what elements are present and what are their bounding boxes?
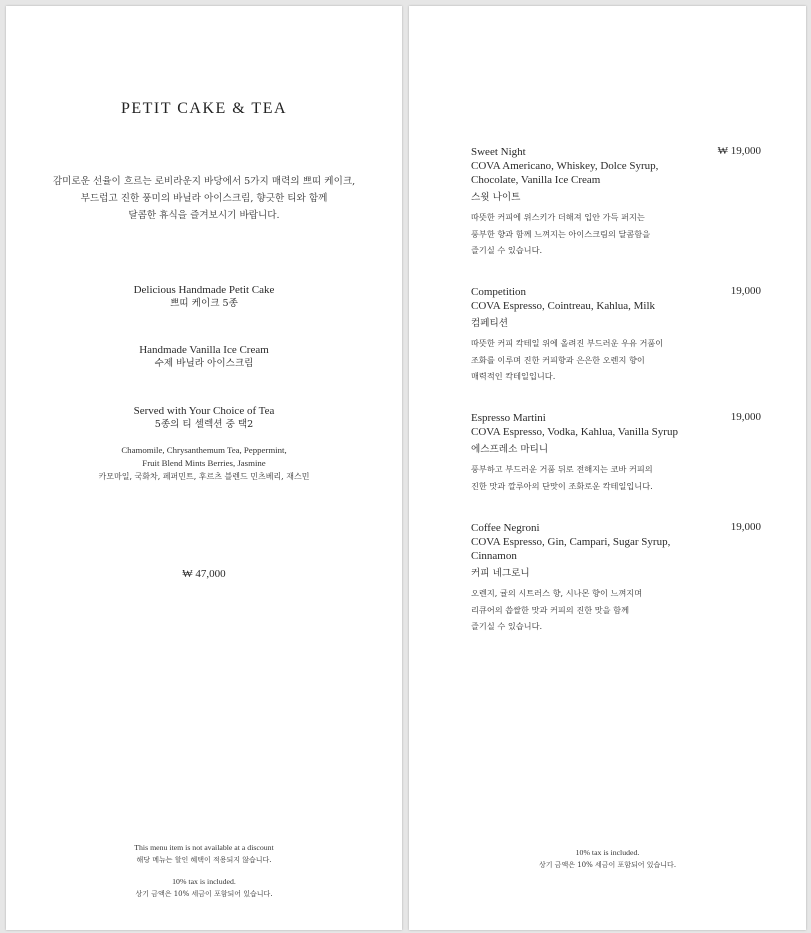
description-line: 즐기실 수 있습니다. xyxy=(471,621,543,631)
menu-item-tea xyxy=(6,404,402,432)
cocktail-description xyxy=(471,461,761,494)
description-line: 진한 맛과 깔루아의 단맛이 조화로운 칵테일입니다. xyxy=(471,480,653,491)
cocktail-name-ko: 커피 네그로니 xyxy=(471,568,530,579)
tax-note xyxy=(409,847,806,871)
note-en: 10% tax is included. xyxy=(172,877,236,886)
tea-list-line: Fruit Blend Mints Berries, Jasmine xyxy=(142,458,266,468)
cocktail-description xyxy=(471,335,761,385)
tax-note xyxy=(6,876,402,900)
cocktail-price: ₩ 19,000 xyxy=(717,145,761,157)
cocktail-item xyxy=(471,521,761,635)
discount-note xyxy=(6,842,402,866)
tea-selection-list xyxy=(6,444,402,483)
cocktail-ingredients: COVA Espresso, Cointreau, Kahlua, Milk xyxy=(471,300,656,312)
cocktail-ingredients: COVA Espresso, Gin, Campari, Sugar Syrup, Cinnamon xyxy=(471,536,671,562)
menu-item-en: Handmade Vanilla Ice Cream xyxy=(139,344,269,356)
cocktail-price: 19,000 xyxy=(730,521,761,533)
menu-item-ko: 쁘띠 케이크 5종 xyxy=(170,298,238,309)
description-line: 조화를 이루며 진한 커피향과 은은한 오렌지 향이 xyxy=(471,354,645,365)
menu-title: PETIT CAKE & TEA xyxy=(120,100,288,117)
cocktail-name: Espresso Martini xyxy=(471,412,546,424)
note-en: This menu item is not available at a discount xyxy=(134,843,274,852)
note-ko: 해당 메뉴는 할인 혜택이 적용되지 않습니다. xyxy=(136,856,272,864)
cocktail-name-ko: 스윗 나이트 xyxy=(471,192,521,203)
cocktail-name: Competition xyxy=(471,286,526,298)
cocktail-name: Coffee Negroni xyxy=(471,522,540,534)
cocktail-description xyxy=(471,585,761,635)
menu-item-ice-cream xyxy=(6,343,402,371)
intro-text xyxy=(6,173,402,224)
tea-list-ko: 카모마일, 국화차, 페퍼민트, 후르츠 블렌드 민츠베리, 재스민 xyxy=(98,472,310,481)
description-line: 즐기실 수 있습니다. xyxy=(471,245,543,255)
menu-item-en: Served with Your Choice of Tea xyxy=(133,405,275,417)
description-line: 매력적인 칵테일입니다. xyxy=(471,371,556,381)
menu-page-right xyxy=(409,6,806,930)
cocktail-item xyxy=(471,285,761,385)
note-en: 10% tax is included. xyxy=(575,848,640,857)
tea-list-line: Chamomile, Chrysanthemum Tea, Peppermint, xyxy=(121,445,287,455)
cocktail-description xyxy=(471,209,761,259)
intro-line: 달콤한 휴식을 즐겨보시기 바랍니다. xyxy=(128,210,280,221)
cocktail-name-ko: 컴페티션 xyxy=(471,318,509,329)
cocktail-name: Sweet Night xyxy=(471,146,526,158)
description-line: 리큐어의 씁쌀한 맛과 커피의 진한 맛을 함께 xyxy=(471,604,629,615)
description-line: 풍부한 향과 함께 느껴지는 아이스크림의 달콤함을 xyxy=(471,228,651,239)
cocktail-ingredients: COVA Espresso, Vodka, Kahlua, Vanilla Syrup xyxy=(471,426,678,438)
description-line: 오렌지, 귤의 시트러스 향, 시나몬 향이 느껴지며 xyxy=(471,588,643,598)
cocktail-price: 19,000 xyxy=(730,285,761,297)
intro-line: 감미로운 선율이 흐르는 로비라운지 바당에서 5가지 매력의 쁘띠 케이크, xyxy=(52,176,356,187)
menu-item-ko: 수제 바닐라 아이스크림 xyxy=(154,358,254,369)
menu-item-petit-cake xyxy=(6,283,402,311)
cocktail-name-ko: 에스프레소 마티니 xyxy=(471,444,549,455)
note-ko: 상기 금액은 10% 세금이 포함되어 있습니다. xyxy=(135,890,273,898)
menu-item-en: Delicious Handmade Petit Cake xyxy=(133,284,275,296)
cocktail-item xyxy=(471,145,761,259)
menu-item-ko: 5종의 티 셀렉션 중 택2 xyxy=(154,419,254,430)
intro-line: 부드럽고 진한 풍미의 바닐라 아이스크림, 향긋한 티와 함께 xyxy=(80,193,328,204)
cocktail-ingredients: COVA Americano, Whiskey, Dolce Syrup, Chocolate, Vanilla Ice Cream xyxy=(471,160,659,186)
note-ko: 상기 금액은 10% 세금이 포함되어 있습니다. xyxy=(538,861,677,869)
menu-page-left xyxy=(6,6,402,930)
description-line: 따뜻한 커피에 위스키가 더해져 입안 가득 퍼지는 xyxy=(471,212,645,222)
cocktail-item xyxy=(471,411,761,494)
description-line: 따뜻한 커피 칵테일 위에 올려진 부드러운 우유 거품이 xyxy=(471,338,664,348)
description-line: 풍부하고 부드러운 거품 뒤로 전해지는 코바 커피의 xyxy=(471,464,653,474)
cocktail-price: 19,000 xyxy=(730,411,761,423)
set-price: ₩ 47,000 xyxy=(182,568,226,580)
